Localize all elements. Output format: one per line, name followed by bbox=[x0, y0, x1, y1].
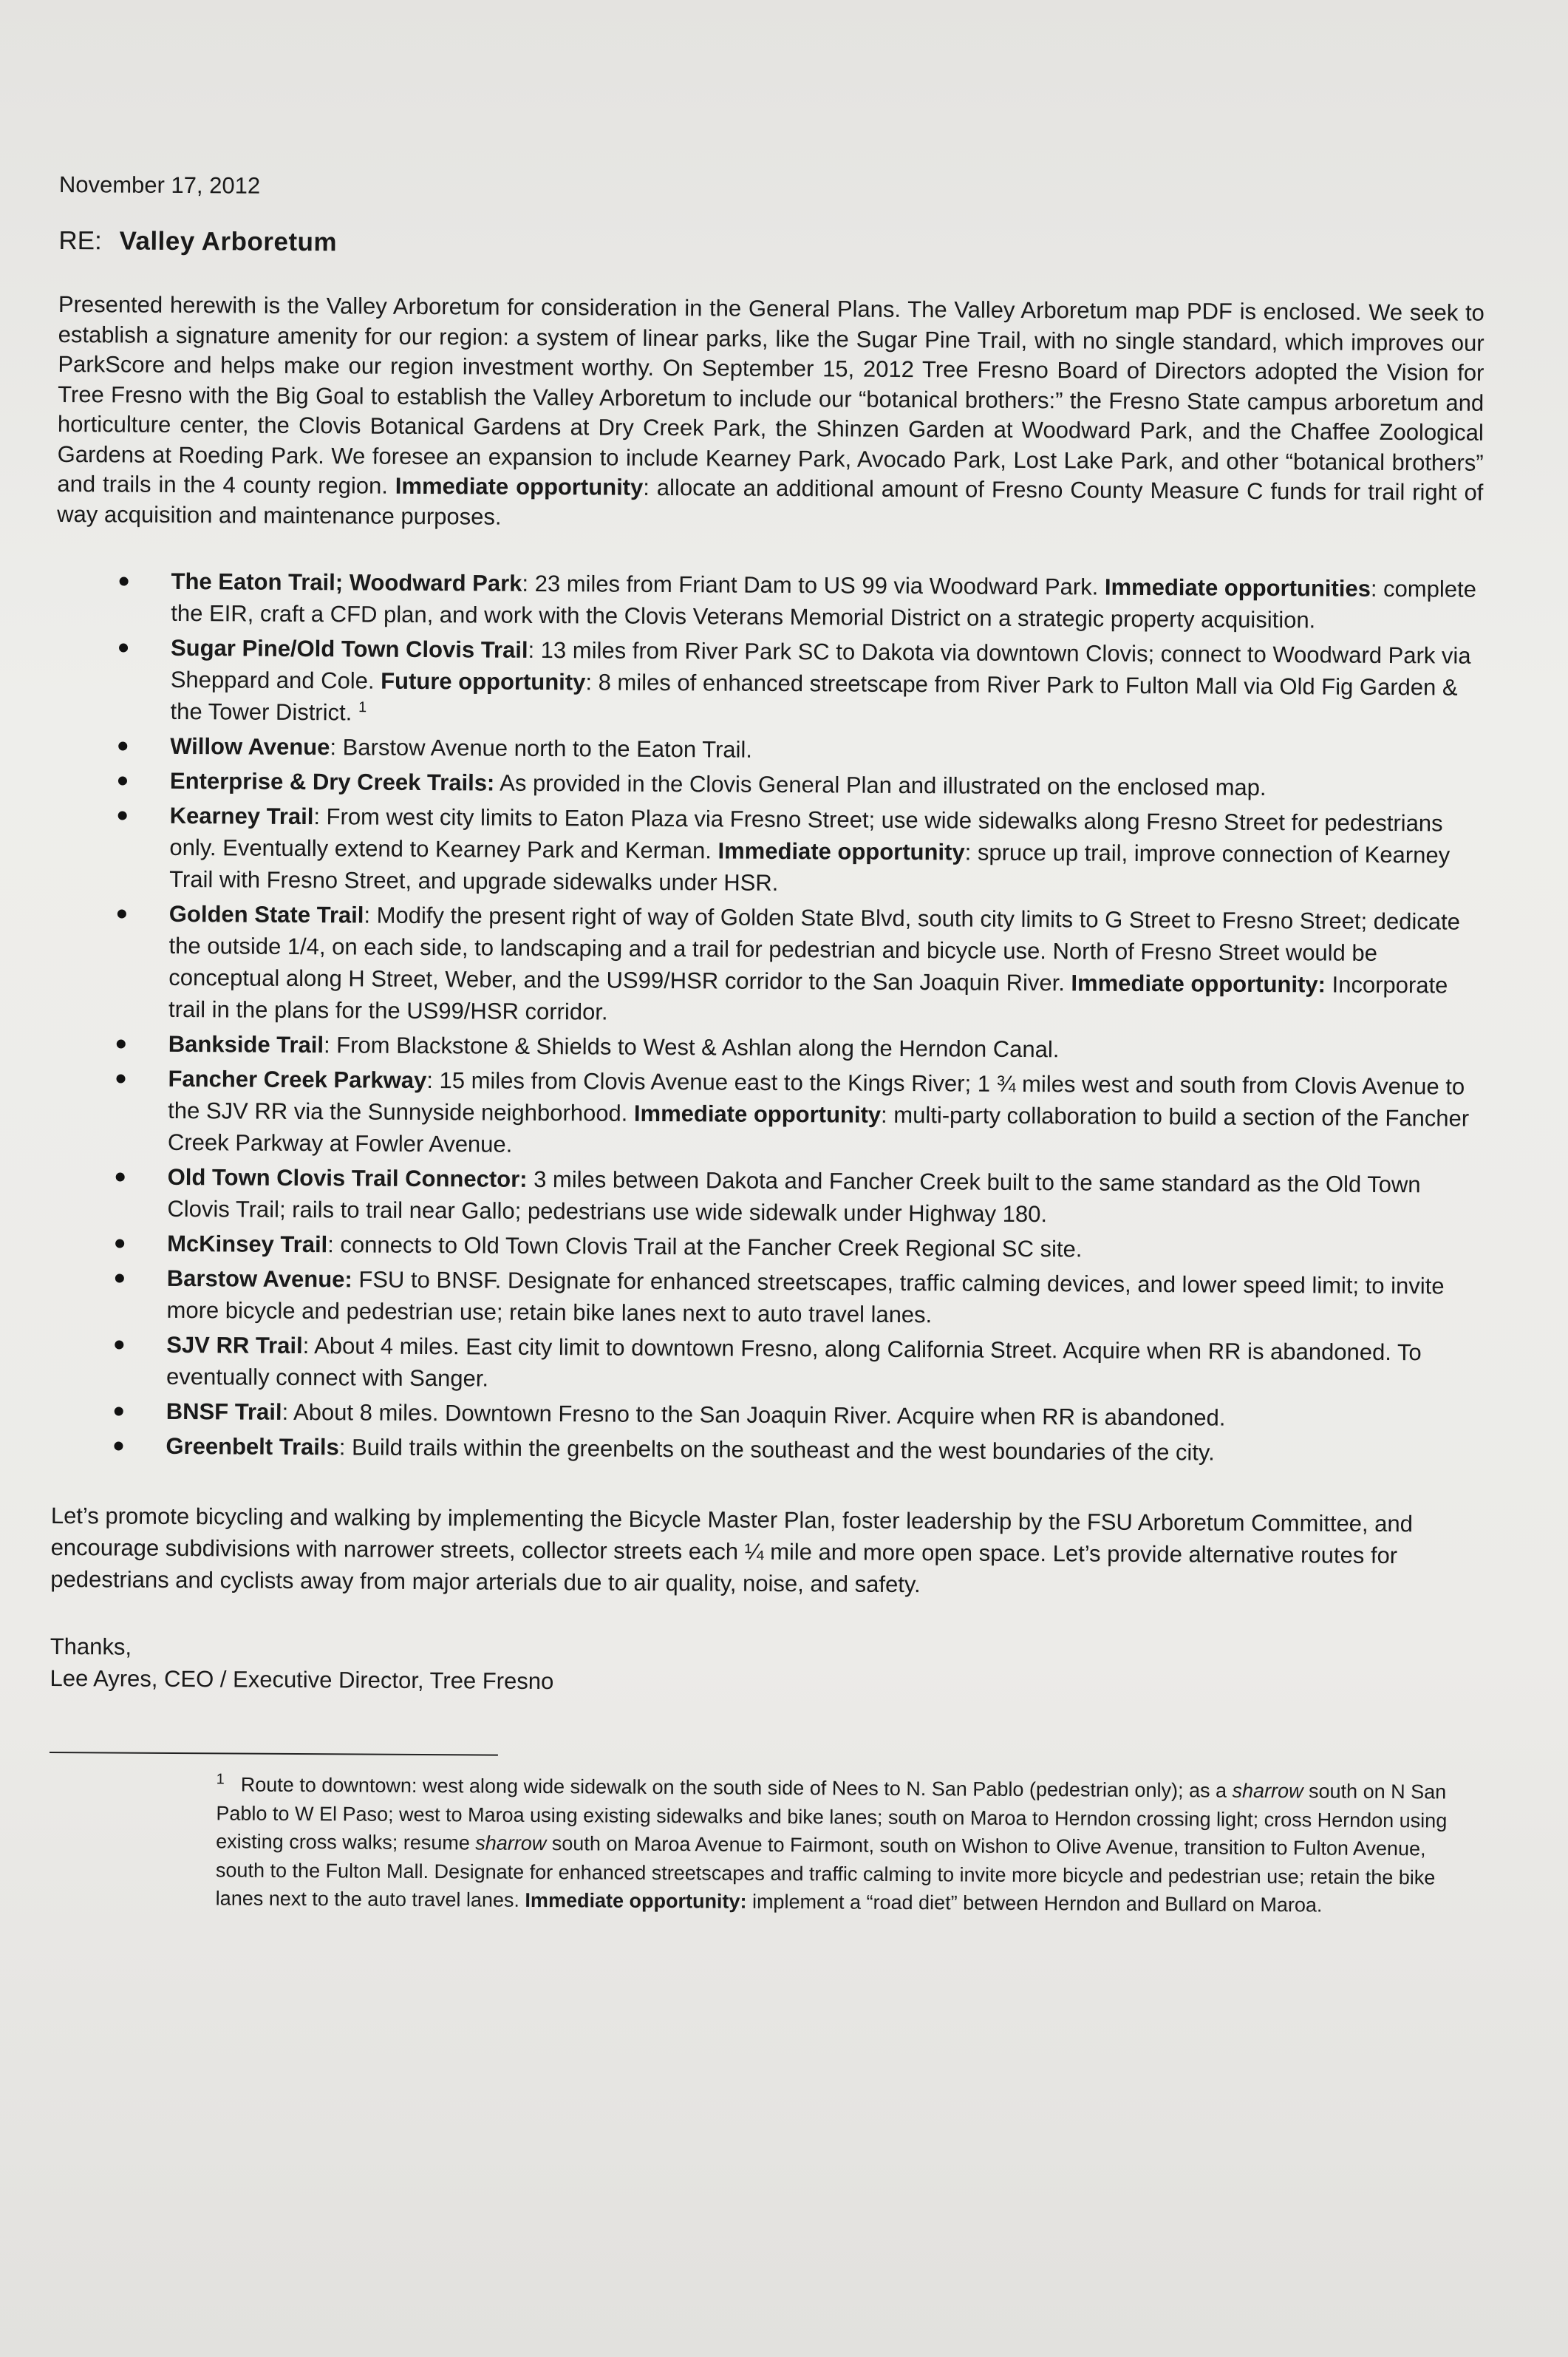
footnote-part2: south on N San Pablo to W El Paso; west to Maroa using existing sidewalks and bike lanes; south on Maroa to Herndon crossing light; cross Herndon using existing cross walks; resume bbox=[216, 1780, 1448, 1854]
footnote-part4: implement a “road diet” between Herndon and Bullard on Maroa. bbox=[746, 1890, 1323, 1916]
trail-text: 3 miles between Dakota and Fancher Creek built to the same standard as the Old Town Clovis Trail; rails to trail near Gallo; pedestrians use wide sidewalk under Highway 180. bbox=[167, 1166, 1421, 1228]
intro-text: Presented herewith is the Valley Arboretum for consideration in the General Plans. The Valley Arboretum map PDF is enclosed. We seek to establish a signature amenity for our region: a system of linear parks, like the Sugar Pine Trail, with no single standard, which improves our ParkScore and helps make our region investment worthy. On September 15, 2012 Tree Fresno Board of Directors adopted the Vision for Tree Fresno with the Big Goal to establish the Valley Arboretum to include our “botanical brothers:” the Fresno State campus arboretum and horticulture center, the Clovis Botanical Gardens at Dry Creek Park, the Shinzen Garden at Woodward Park, and the Chaffee Zoological Gardens at Roeding Park. We foresee an expansion to include Kearney Park, Avocado Park, Lost Lake Park, and other “botanical brothers” and trails in the 4 county region. bbox=[57, 290, 1485, 499]
trail-name: BNSF Trail bbox=[166, 1398, 282, 1425]
trail-opportunity: Immediate opportunity bbox=[633, 1100, 882, 1128]
trail-item-sjv-rr bbox=[166, 1329, 1478, 1401]
trail-opportunity-text: : complete the EIR, craft a CFD plan, and work with the Clovis Veterans Memorial District on a strategic property acquisition. bbox=[171, 575, 1477, 633]
trail-name: Sugar Pine/Old Town Clovis Trail bbox=[170, 634, 528, 663]
letter-date: November 17, 2012 bbox=[58, 171, 261, 199]
signature-line: Lee Ayres, CEO / Executive Director, Tree Fresno bbox=[50, 1664, 554, 1695]
footnote-bold: Immediate opportunity: bbox=[525, 1888, 747, 1913]
signature-block bbox=[50, 1630, 1476, 1703]
trail-text: : Build trails within the greenbelts on the southeast and the west boundaries of the city. bbox=[338, 1434, 1215, 1466]
letter-content bbox=[49, 171, 1485, 1920]
trail-opportunity-text: : multi-party collaboration to build a section of the Fancher Creek Parkway at Fowler Avenue. bbox=[167, 1101, 1470, 1157]
footnote-divider bbox=[50, 1752, 498, 1756]
trail-opportunity: Immediate opportunities bbox=[1104, 574, 1371, 602]
trail-text: : From Blackstone & Shields to West & Ashlan along the Herndon Canal. bbox=[323, 1032, 1060, 1063]
trail-text: : About 4 miles. East city limit to downtown Fresno, along California Street. Acquire when RR is abandoned. To eventually connect with Sanger. bbox=[166, 1333, 1422, 1392]
closing-paragraph: Let’s promote bicycling and walking by implementing the Bicycle Master Plan, foster leadership by the FSU Arboretum Committee, and encourage subdivisions with narrower streets, collector streets each ¼ mile and more open space. Let’s provide alternative routes for pedestrians and cyclists away from major arterials due to air quality, noise, and safety. bbox=[50, 1502, 1414, 1598]
trail-name: McKinsey Trail bbox=[167, 1230, 328, 1258]
trail-text: : Barstow Avenue north to the Eaton Trail. bbox=[330, 734, 753, 763]
trail-name: Enterprise & Dry Creek Trails: bbox=[169, 767, 495, 796]
footnote-italic2: sharrow bbox=[475, 1831, 547, 1855]
subject-title: Valley Arboretum bbox=[119, 226, 338, 257]
trail-opportunity-text: Incorporate trail in the plans for the US99/HSR corridor. bbox=[168, 971, 1448, 1025]
trail-item-willow bbox=[170, 730, 1482, 770]
trail-opportunity-text: : 8 miles of enhanced streetscape from River Park to Fulton Mall via Old Fig Garden & the Tower District. bbox=[170, 669, 1458, 726]
trail-text: : Modify the present right of way of Golden State Blvd, south city limits to G Street to Fresno Street; dedicate the outside 1/4, on each side, to landscaping and a trail for pedestrian and bicycle use. North of Fresno Street would be conceptual along H Street, Weber, and the US99/HSR corridor to the San Joaquin River. bbox=[168, 902, 1461, 996]
trail-item-greenbelt bbox=[166, 1430, 1477, 1470]
trail-item-old-town-connector bbox=[167, 1161, 1479, 1233]
thanks-line: Thanks, bbox=[50, 1633, 132, 1660]
trail-name: Golden State Trail bbox=[168, 900, 364, 928]
trail-opportunity: Immediate opportunity: bbox=[1071, 970, 1326, 998]
trail-opportunity-text: : spruce up trail, improve connection of Kearney Trail with Fresno Street, and upgrade sidewalks under HSR. bbox=[169, 839, 1451, 896]
trail-name: Fancher Creek Parkway bbox=[168, 1065, 427, 1094]
trail-opportunity: Immediate opportunity bbox=[717, 837, 965, 865]
trail-item-enterprise bbox=[170, 765, 1482, 805]
trail-text: As provided in the Clovis General Plan and illustrated on the enclosed map. bbox=[494, 769, 1267, 800]
trail-item-bankside bbox=[168, 1028, 1480, 1068]
trail-item-bnsf bbox=[166, 1395, 1478, 1435]
trail-name: The Eaton Trail; Woodward Park bbox=[171, 568, 522, 596]
trail-text: : 15 miles from Clovis Avenue east to the Kings River; 1 ¾ miles west and south from Clovis Avenue to the SJV RR via the Sunnyside neighborhood. bbox=[168, 1067, 1465, 1126]
subject-line bbox=[58, 226, 1485, 265]
trail-name: Greenbelt Trails bbox=[166, 1432, 339, 1460]
trail-name: Willow Avenue bbox=[170, 732, 330, 761]
footnote-part3: south on Maroa Avenue to Fairmont, south on Wishon to Olive Avenue, transition to Fulton Avenue, south to the Fulton Mall. Designate for enhanced streetscapes and traffic calming to invite more bicycle and pedestrian use; retain the bike lanes next to the auto travel lanes. bbox=[215, 1832, 1436, 1911]
trail-text: : 13 miles from River Park SC to Dakota via downtown Clovis; connect to Woodward Park via Sheppard and Cole. bbox=[170, 636, 1471, 694]
trail-name: Old Town Clovis Trail Connector: bbox=[167, 1163, 528, 1192]
trail-name: Kearney Trail bbox=[169, 802, 314, 830]
trail-text: : About 8 miles. Downtown Fresno to the San Joaquin River. Acquire when RR is abandoned. bbox=[282, 1398, 1226, 1431]
trail-name: SJV RR Trail bbox=[166, 1331, 303, 1359]
trail-text: : From west city limits to Eaton Plaza via Fresno Street; use wide sidewalks along Fresno Street for pedestrians only. Eventually extend to Kearney Park and Kerman. bbox=[169, 803, 1443, 864]
trail-list bbox=[51, 565, 1482, 1470]
trail-item-golden-state bbox=[168, 898, 1481, 1033]
footnote-ref: 1 bbox=[358, 699, 367, 716]
trail-text: : 23 miles from Friant Dam to US 99 via Woodward Park. bbox=[522, 570, 1105, 600]
trail-text: : connects to Old Town Clovis Trail at the Fancher Creek Regional SC site. bbox=[327, 1231, 1083, 1262]
trail-name: Barstow Avenue: bbox=[166, 1265, 352, 1293]
trail-name: Bankside Trail bbox=[168, 1030, 324, 1058]
trail-item-mckinsey bbox=[167, 1228, 1479, 1268]
footnote-part1: Route to downtown: west along wide sidewalk on the south side of Nees to N. San Pablo (pedestrian only); as a bbox=[240, 1773, 1233, 1802]
intro-paragraph bbox=[57, 290, 1485, 538]
footnote-number: 1 bbox=[216, 1771, 225, 1788]
subject-prefix: RE: bbox=[58, 225, 102, 256]
trail-item-sugar-pine bbox=[170, 632, 1482, 735]
trail-opportunity: Future opportunity bbox=[381, 667, 586, 695]
intro-tail: : allocate an additional amount of Fresno County Measure C funds for trail right of way acquisition and maintenance purposes. bbox=[57, 474, 1484, 530]
trail-item-fancher-creek bbox=[168, 1063, 1480, 1166]
footnote bbox=[216, 1770, 1476, 1920]
trail-item-eaton bbox=[171, 565, 1482, 637]
trail-item-barstow bbox=[166, 1262, 1478, 1334]
trail-item-kearney bbox=[169, 800, 1482, 903]
intro-bold: Immediate opportunity bbox=[395, 472, 644, 500]
footnote-italic1: sharrow bbox=[1232, 1779, 1303, 1803]
trail-text: FSU to BNSF. Designate for enhanced streetscapes, traffic calming devices, and lower speed limit; to invite more bicycle and pedestrian use; retain bike lanes next to auto travel lanes. bbox=[166, 1266, 1445, 1328]
